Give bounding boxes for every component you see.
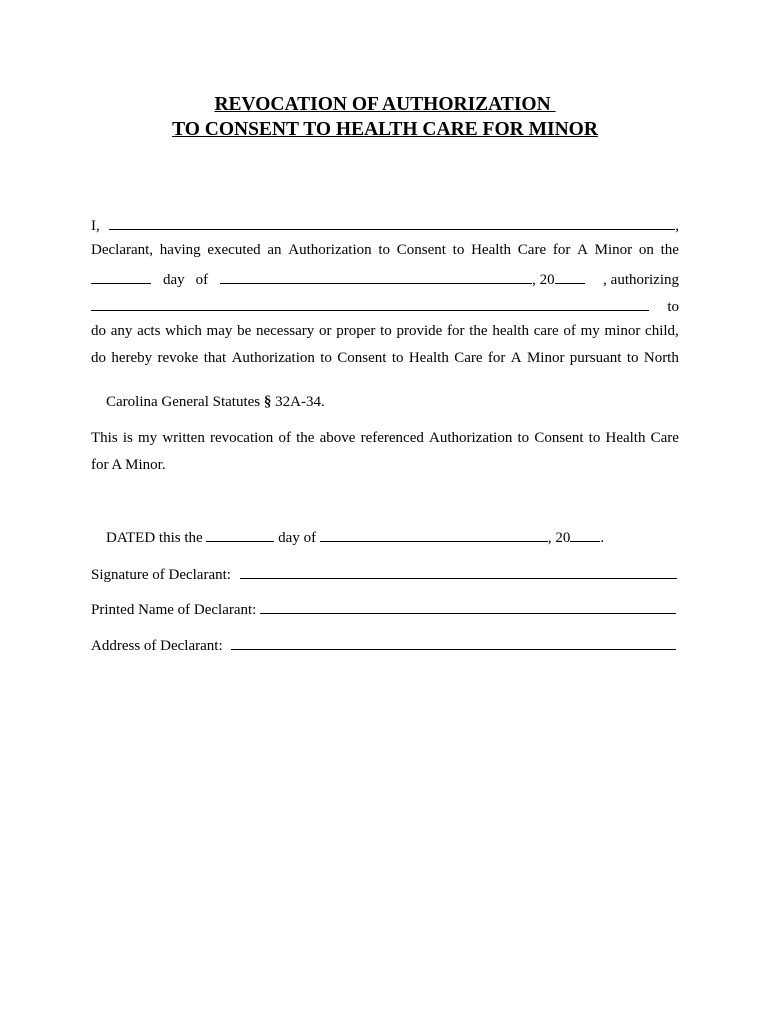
dated-day-blank[interactable] <box>206 527 274 542</box>
day-word: day <box>163 272 185 288</box>
word: Consent <box>337 350 387 366</box>
address-blank[interactable] <box>231 635 676 650</box>
word: for <box>552 242 571 258</box>
word: health <box>492 323 529 339</box>
word: to <box>452 242 465 258</box>
signature-row <box>91 564 677 584</box>
word: Minor <box>594 242 633 258</box>
dated-line <box>91 510 679 564</box>
word: North <box>643 350 679 366</box>
word: Minor <box>526 350 565 366</box>
word: my <box>138 430 158 446</box>
of-word: of <box>195 272 209 288</box>
word: be <box>237 323 252 339</box>
paragraph-2-line-1 <box>91 430 679 447</box>
word: Care <box>650 430 679 446</box>
word: necessary <box>255 323 315 339</box>
printed-name-row <box>91 599 676 619</box>
address-row <box>91 635 676 655</box>
word: the <box>660 242 679 258</box>
paragraph-2-line-2: for A Minor. <box>91 457 166 473</box>
word: to <box>517 430 530 446</box>
word: do <box>91 350 106 366</box>
word: Health <box>605 430 646 446</box>
word: written <box>162 430 205 446</box>
word: any <box>110 323 133 339</box>
signature-blank[interactable] <box>240 564 677 579</box>
auth-year-blank[interactable] <box>555 269 585 284</box>
word: the <box>469 323 488 339</box>
word: child, <box>645 323 679 339</box>
document-title-line-1: REVOCATION OF AUTHORIZATION <box>214 94 556 115</box>
document-title-line-2: TO CONSENT TO HEALTH CARE FOR MINOR <box>172 119 598 140</box>
word: or <box>319 323 332 339</box>
word: revoke <box>157 350 199 366</box>
word: of <box>563 323 576 339</box>
paragraph-1-line-2 <box>91 242 679 259</box>
word: This <box>91 430 118 446</box>
dated-month-blank[interactable] <box>320 527 548 542</box>
word: the <box>296 430 315 446</box>
word: Care <box>517 242 547 258</box>
word: Consent <box>396 242 446 258</box>
paragraph-1-line-5 <box>91 323 679 340</box>
dated-year-blank[interactable] <box>570 527 600 542</box>
word: Declarant, <box>91 242 154 258</box>
to-word: to <box>667 299 679 315</box>
word: to <box>588 430 601 446</box>
word: hereby <box>111 350 153 366</box>
word: proper <box>336 323 376 339</box>
auth-month-blank[interactable] <box>220 269 532 284</box>
authorizing-word: , authorizing <box>603 272 679 288</box>
word: pursuant <box>569 350 622 366</box>
word: acts <box>137 323 161 339</box>
word: Authorization <box>288 242 372 258</box>
agent-name-line <box>91 296 679 316</box>
declarant-name-line <box>91 215 679 235</box>
word: for <box>487 350 506 366</box>
word: A <box>577 242 588 258</box>
word: revocation <box>209 430 274 446</box>
paragraph-1-line-6 <box>91 350 679 367</box>
word: A <box>510 350 522 366</box>
word: to <box>320 350 332 366</box>
word: on <box>638 242 654 258</box>
agent-name-blank[interactable] <box>91 296 649 311</box>
printed-name-label: Printed Name of Declarant: <box>91 602 257 618</box>
word: is <box>122 430 133 446</box>
comma: , <box>675 218 679 234</box>
paragraph-1-line-7 <box>91 377 679 428</box>
statute-prefix: Carolina General Statutes <box>106 394 264 410</box>
section-symbol: § <box>263 394 272 410</box>
word: that <box>203 350 227 366</box>
word: for <box>447 323 465 339</box>
word: executed <box>207 242 261 258</box>
word: to <box>391 350 404 366</box>
address-label: Address of Declarant: <box>91 638 223 654</box>
word: referenced <box>360 430 424 446</box>
dated-end: . <box>600 530 605 546</box>
word: care <box>533 323 559 339</box>
word: to <box>380 323 392 339</box>
dated-day-of: day of <box>274 530 320 546</box>
word: do <box>91 323 106 339</box>
word: to <box>626 350 639 366</box>
word: may <box>206 323 233 339</box>
word: minor <box>604 323 641 339</box>
dated-year-prefix: , 20 <box>547 530 571 546</box>
word: which <box>165 323 202 339</box>
pronoun-i: I, <box>91 218 100 234</box>
word: Health <box>408 350 449 366</box>
year-prefix: , 20 <box>532 272 555 288</box>
printed-name-blank[interactable] <box>260 599 676 614</box>
word: to <box>378 242 391 258</box>
word: Authorization <box>429 430 513 446</box>
word: Authorization <box>231 350 315 366</box>
word: Health <box>471 242 512 258</box>
word: Consent <box>534 430 584 446</box>
auth-day-blank[interactable] <box>91 269 151 284</box>
word: of <box>278 430 291 446</box>
statute-number: 32A-34. <box>271 394 325 410</box>
dated-prefix: DATED this the <box>106 530 207 546</box>
word: Care <box>454 350 483 366</box>
word: an <box>267 242 282 258</box>
word: above <box>319 430 356 446</box>
word: having <box>159 242 201 258</box>
authorization-date-line <box>91 269 679 289</box>
declarant-name-blank[interactable] <box>109 215 676 230</box>
signature-label: Signature of Declarant: <box>91 567 231 583</box>
word: my <box>580 323 600 339</box>
word: provide <box>396 323 443 339</box>
